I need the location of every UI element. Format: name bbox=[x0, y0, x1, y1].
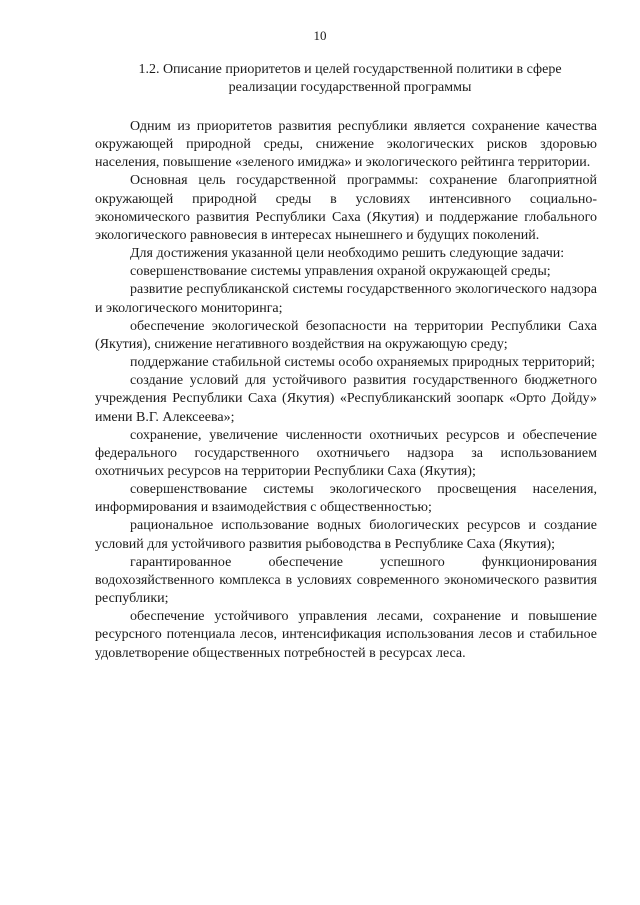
body-text bbox=[95, 118, 597, 663]
paragraph-priorities: Одним из приоритетов развития республики является сохранение качества окружающей природной среды, снижение экологических рисков здоровью населения, повышение «зеленого имиджа» и экологического рейтинга территории. bbox=[95, 119, 597, 171]
task-item: совершенствование системы экологического просвещения населения, информирования и взаимодействия с общественностью; bbox=[95, 482, 597, 516]
task-item: совершенствование системы управления охраной окружающей среды; bbox=[130, 264, 551, 280]
task-item: обеспечение экологической безопасности на территории Республики Саха (Якутия), снижение негативного воздействия на окружающую среду; bbox=[95, 318, 597, 352]
task-item: рациональное использование водных биологических ресурсов и создание условий для устойчивого развития рыбоводства в Республике Саха (Якутия); bbox=[95, 518, 597, 552]
section-heading-line-1: 1.2. Описание приоритетов и целей государственной политики в сфере bbox=[138, 62, 562, 77]
paragraph-tasks-intro: Для достижения указанной цели необходимо решить следующие задачи: bbox=[130, 246, 565, 262]
task-item: сохранение, увеличение численности охотничьих ресурсов и обеспечение федерального государственного охотничьего надзора за использованием охотничьих ресурсов на территории Республики Саха (Якутия); bbox=[95, 427, 597, 479]
task-item: развитие республиканской системы государственного экологического надзора и экологического мониторинга; bbox=[95, 282, 597, 316]
task-item: гарантированное обеспечение успешного функционирования водохозяйственного комплекса в условиях современного экономического развития республики; bbox=[95, 554, 597, 607]
task-item: обеспечение устойчивого управления лесами, сохранение и повышение ресурсного потенциала лесов, интенсификация использования лесов и стабильное удовлетворение общественных потребностей в ресурсах леса. bbox=[95, 609, 597, 661]
paragraph-main-goal: Основная цель государственной программы: сохранение благоприятной окружающей природной среды в условиях интенсивного социально-экономического развития Республики Саха (Якутия) и поддержание глобального экологического равновесия в интересах нынешнего и будущих поколений. bbox=[95, 173, 597, 243]
task-item: поддержание стабильной системы особо охраняемых природных территорий; bbox=[130, 355, 596, 371]
task-item: создание условий для устойчивого развития государственного бюджетного учреждения Республики Саха (Якутия) «Республиканский зоопарк «Орто Дойду» имени В.Г. Алексеева»; bbox=[95, 373, 597, 425]
page-number: 10 bbox=[313, 28, 327, 43]
section-heading-line-2: реализации государственной программы bbox=[228, 80, 472, 95]
section-heading bbox=[95, 61, 605, 97]
